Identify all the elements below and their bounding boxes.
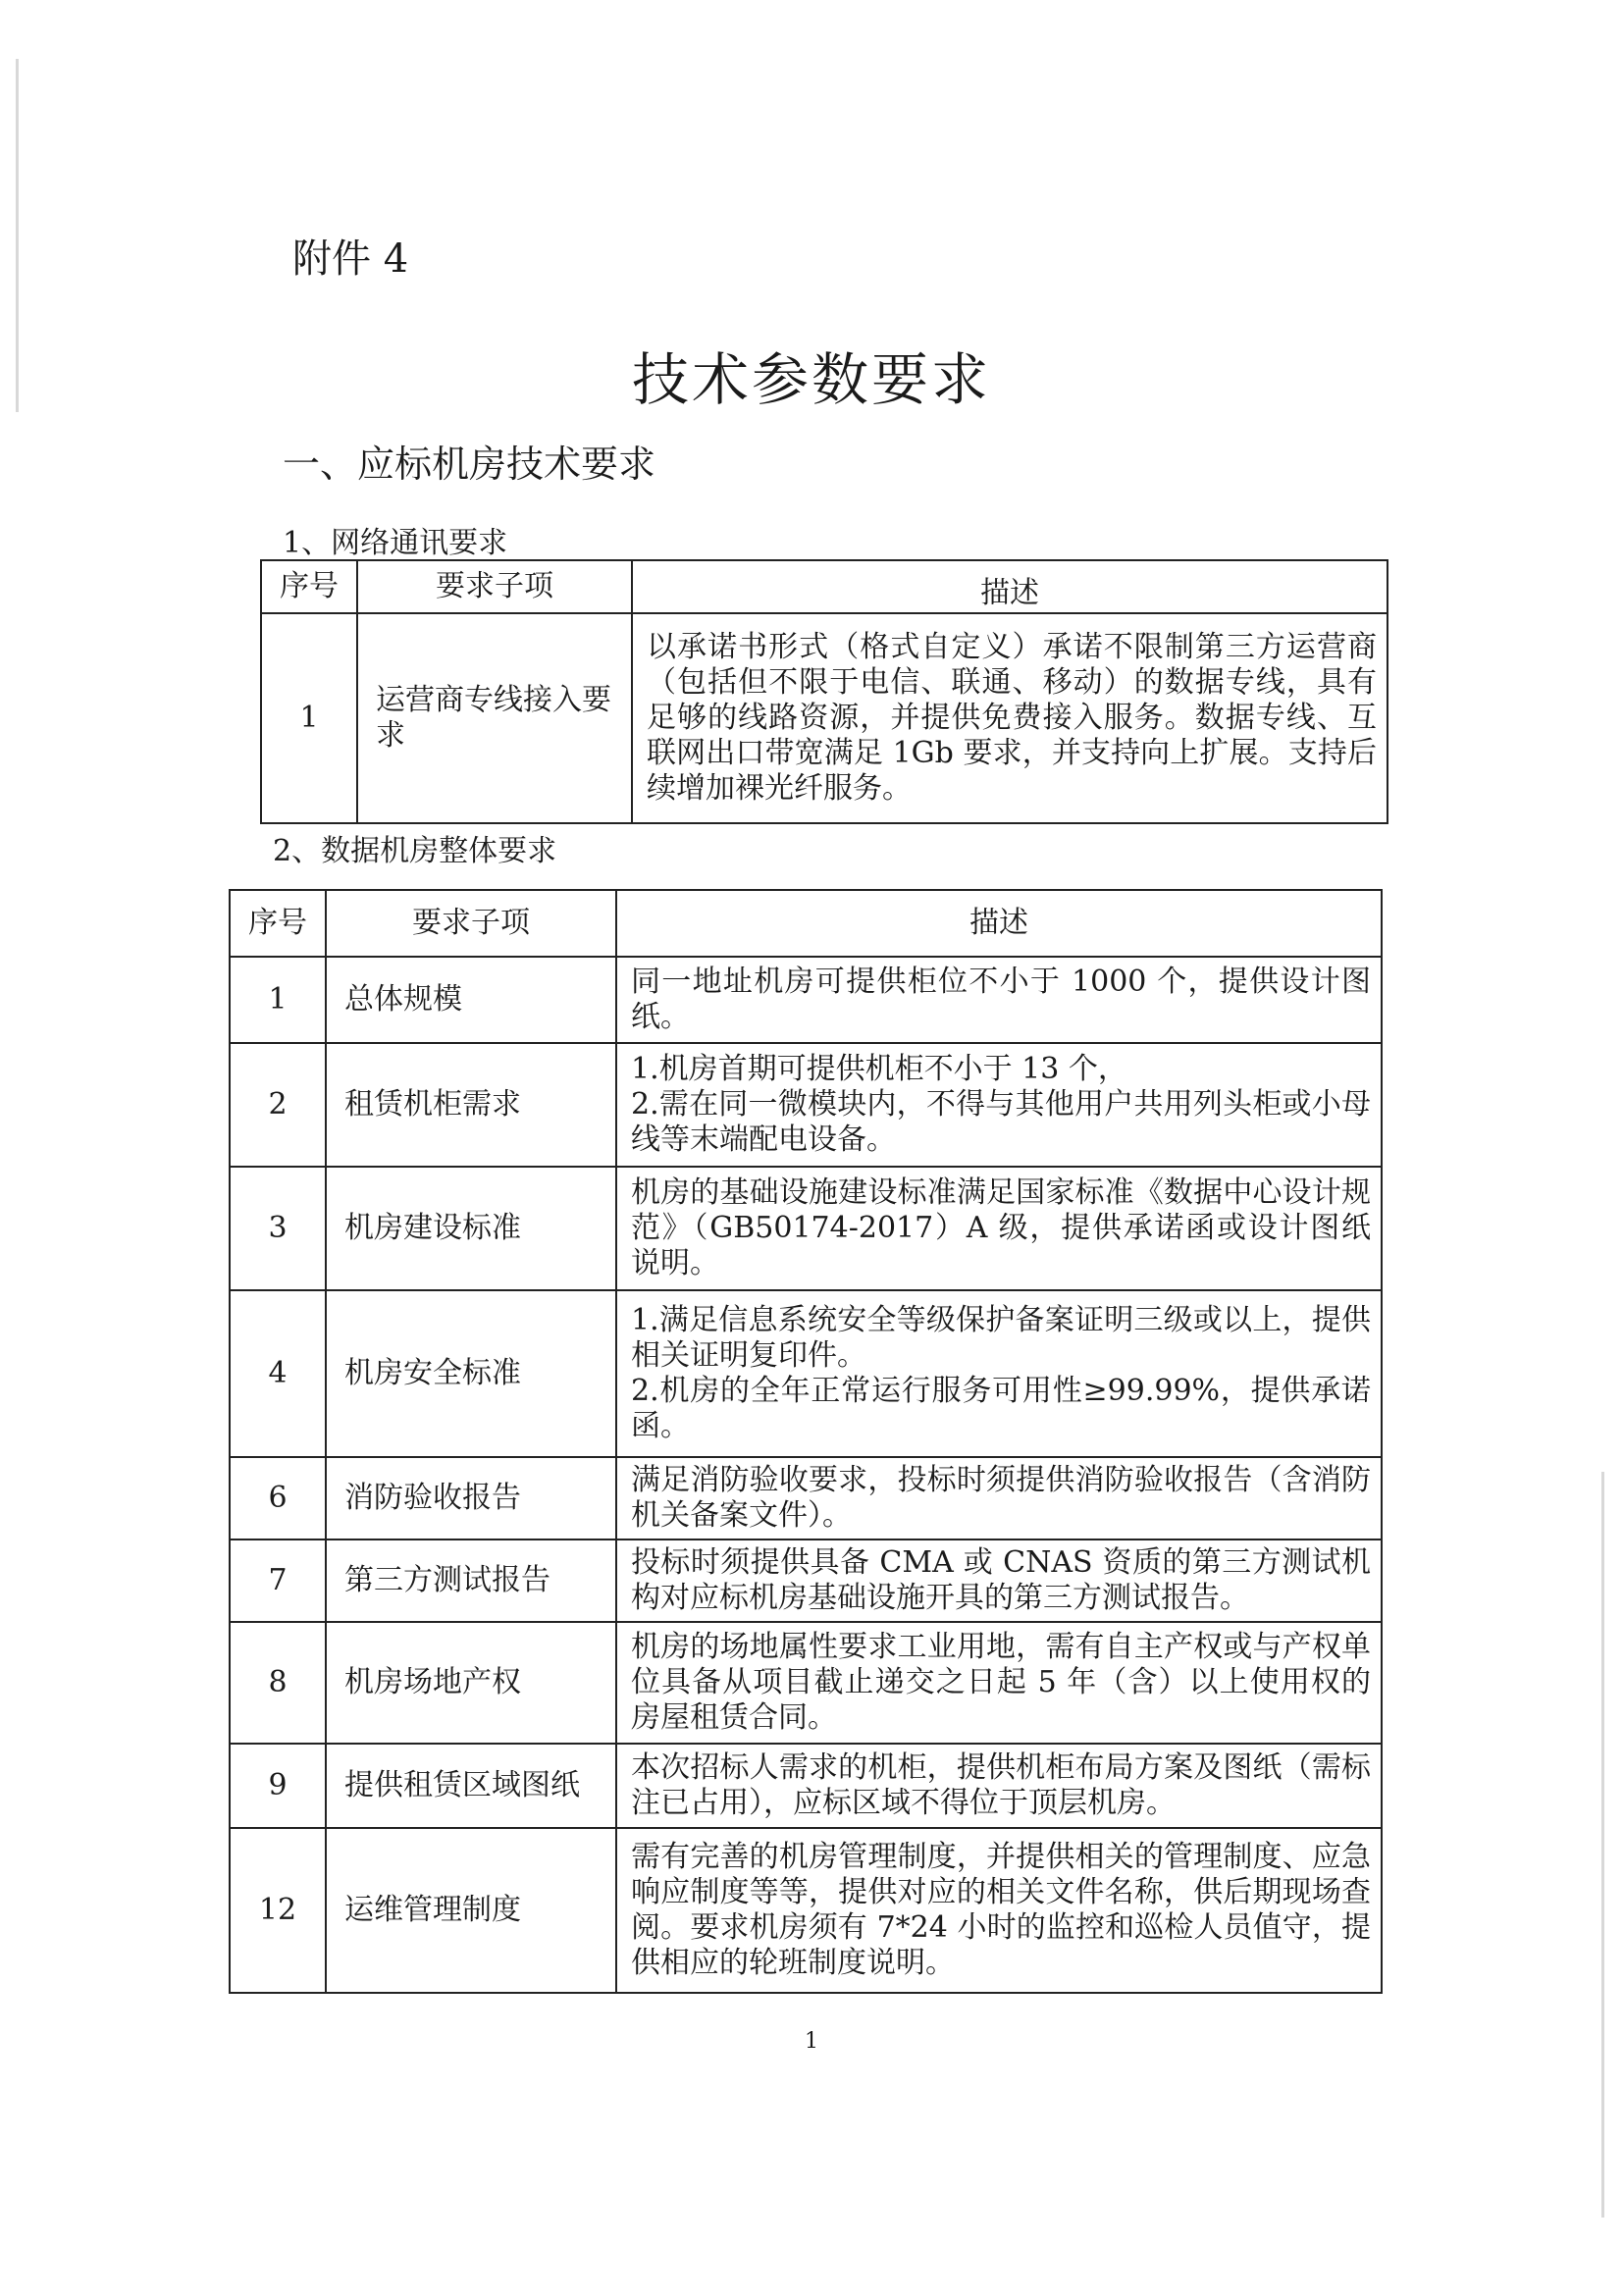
table-row <box>230 1539 1382 1622</box>
table-row <box>230 1744 1382 1828</box>
row-seq: 3 <box>230 1167 326 1290</box>
row-item: 租赁机柜需求 <box>326 1043 616 1167</box>
row-seq: 8 <box>230 1622 326 1744</box>
table-row <box>230 1290 1382 1457</box>
row-item: 消防验收报告 <box>326 1457 616 1539</box>
scan-edge-right <box>1601 1472 1604 2218</box>
row-item: 运营商专线接入要求 <box>357 613 632 823</box>
row-seq: 9 <box>230 1744 326 1828</box>
row-desc: 同一地址机房可提供柜位不小于 1000 个，提供设计图纸。 <box>616 957 1382 1043</box>
header-desc: 描述 <box>616 890 1382 957</box>
row-desc: 投标时须提供具备 CMA 或 CNAS 资质的第三方测试机构对应标机房基础设施开具的第三方测试报告。 <box>616 1539 1382 1622</box>
datacenter-requirements-table <box>229 889 1383 1994</box>
row-desc: 机房的基础设施建设标准满足国家标准《数据中心设计规范》（GB50174-2017）A 级，提供承诺函或设计图纸说明。 <box>616 1167 1382 1290</box>
header-item: 要求子项 <box>326 890 616 957</box>
datacenter-requirements-heading: 2、数据机房整体要求 <box>273 834 557 868</box>
row-item: 提供租赁区域图纸 <box>326 1744 616 1828</box>
row-seq: 6 <box>230 1457 326 1539</box>
row-seq: 2 <box>230 1043 326 1167</box>
table-row <box>230 957 1382 1043</box>
row-seq: 12 <box>230 1828 326 1993</box>
table-row <box>230 1043 1382 1167</box>
row-item: 运维管理制度 <box>326 1828 616 1993</box>
row-desc: 本次招标人需求的机柜，提供机柜布局方案及图纸（需标注已占用），应标区域不得位于顶层机房。 <box>616 1744 1382 1828</box>
row-item: 机房建设标准 <box>326 1167 616 1290</box>
row-desc: 满足消防验收要求，投标时须提供消防验收报告（含消防机关备案文件）。 <box>616 1457 1382 1539</box>
table-row <box>230 1828 1382 1993</box>
row-desc: 以承诺书形式（格式自定义）承诺不限制第三方运营商（包括但不限于电信、联通、移动）的数据专线，具有足够的线路资源，并提供免费接入服务。数据专线、互联网出口带宽满足 1Gb 要求，并支持向上扩展。支持后续增加裸光纤服务。 <box>632 613 1387 823</box>
attachment-label: 附件 4 <box>292 236 409 282</box>
header-desc: 描述 <box>632 560 1387 613</box>
page-number: 1 <box>805 2029 818 2054</box>
row-desc: 1.机房首期可提供机柜不小于 13 个， 2.需在同一微模块内，不得与其他用户共用列头柜或小母线等末端配电设备。 <box>616 1043 1382 1167</box>
section-heading: 一、应标机房技术要求 <box>283 443 656 486</box>
table-row <box>261 613 1387 823</box>
row-desc: 1.满足信息系统安全等级保护备案证明三级或以上，提供相关证明复印件。 2.机房的全年正常运行服务可用性≥99.99%，提供承诺函。 <box>616 1290 1382 1457</box>
table-row <box>230 1622 1382 1744</box>
row-desc: 机房的场地属性要求工业用地，需有自主产权或与产权单位具备从项目截止递交之日起 5 年（含）以上使用权的房屋租赁合同。 <box>616 1622 1382 1744</box>
row-item: 机房场地产权 <box>326 1622 616 1744</box>
document-title: 技术参数要求 <box>631 346 991 413</box>
header-seq: 序号 <box>261 560 357 613</box>
row-seq: 4 <box>230 1290 326 1457</box>
network-requirements-table <box>260 559 1388 824</box>
network-requirements-heading: 1、网络通讯要求 <box>283 526 508 560</box>
table-row <box>230 1457 1382 1539</box>
row-seq: 1 <box>261 613 357 823</box>
header-item: 要求子项 <box>357 560 632 613</box>
row-seq: 1 <box>230 957 326 1043</box>
row-item: 总体规模 <box>326 957 616 1043</box>
row-desc: 需有完善的机房管理制度，并提供相关的管理制度、应急响应制度等等，提供对应的相关文件名称，供后期现场查阅。要求机房须有 7*24 小时的监控和巡检人员值守，提供相应的轮班制度说明。 <box>616 1828 1382 1993</box>
row-seq: 7 <box>230 1539 326 1622</box>
header-seq: 序号 <box>230 890 326 957</box>
row-item: 第三方测试报告 <box>326 1539 616 1622</box>
table-header-row <box>261 560 1387 613</box>
row-item: 机房安全标准 <box>326 1290 616 1457</box>
table-header-row <box>230 890 1382 957</box>
table-row <box>230 1167 1382 1290</box>
